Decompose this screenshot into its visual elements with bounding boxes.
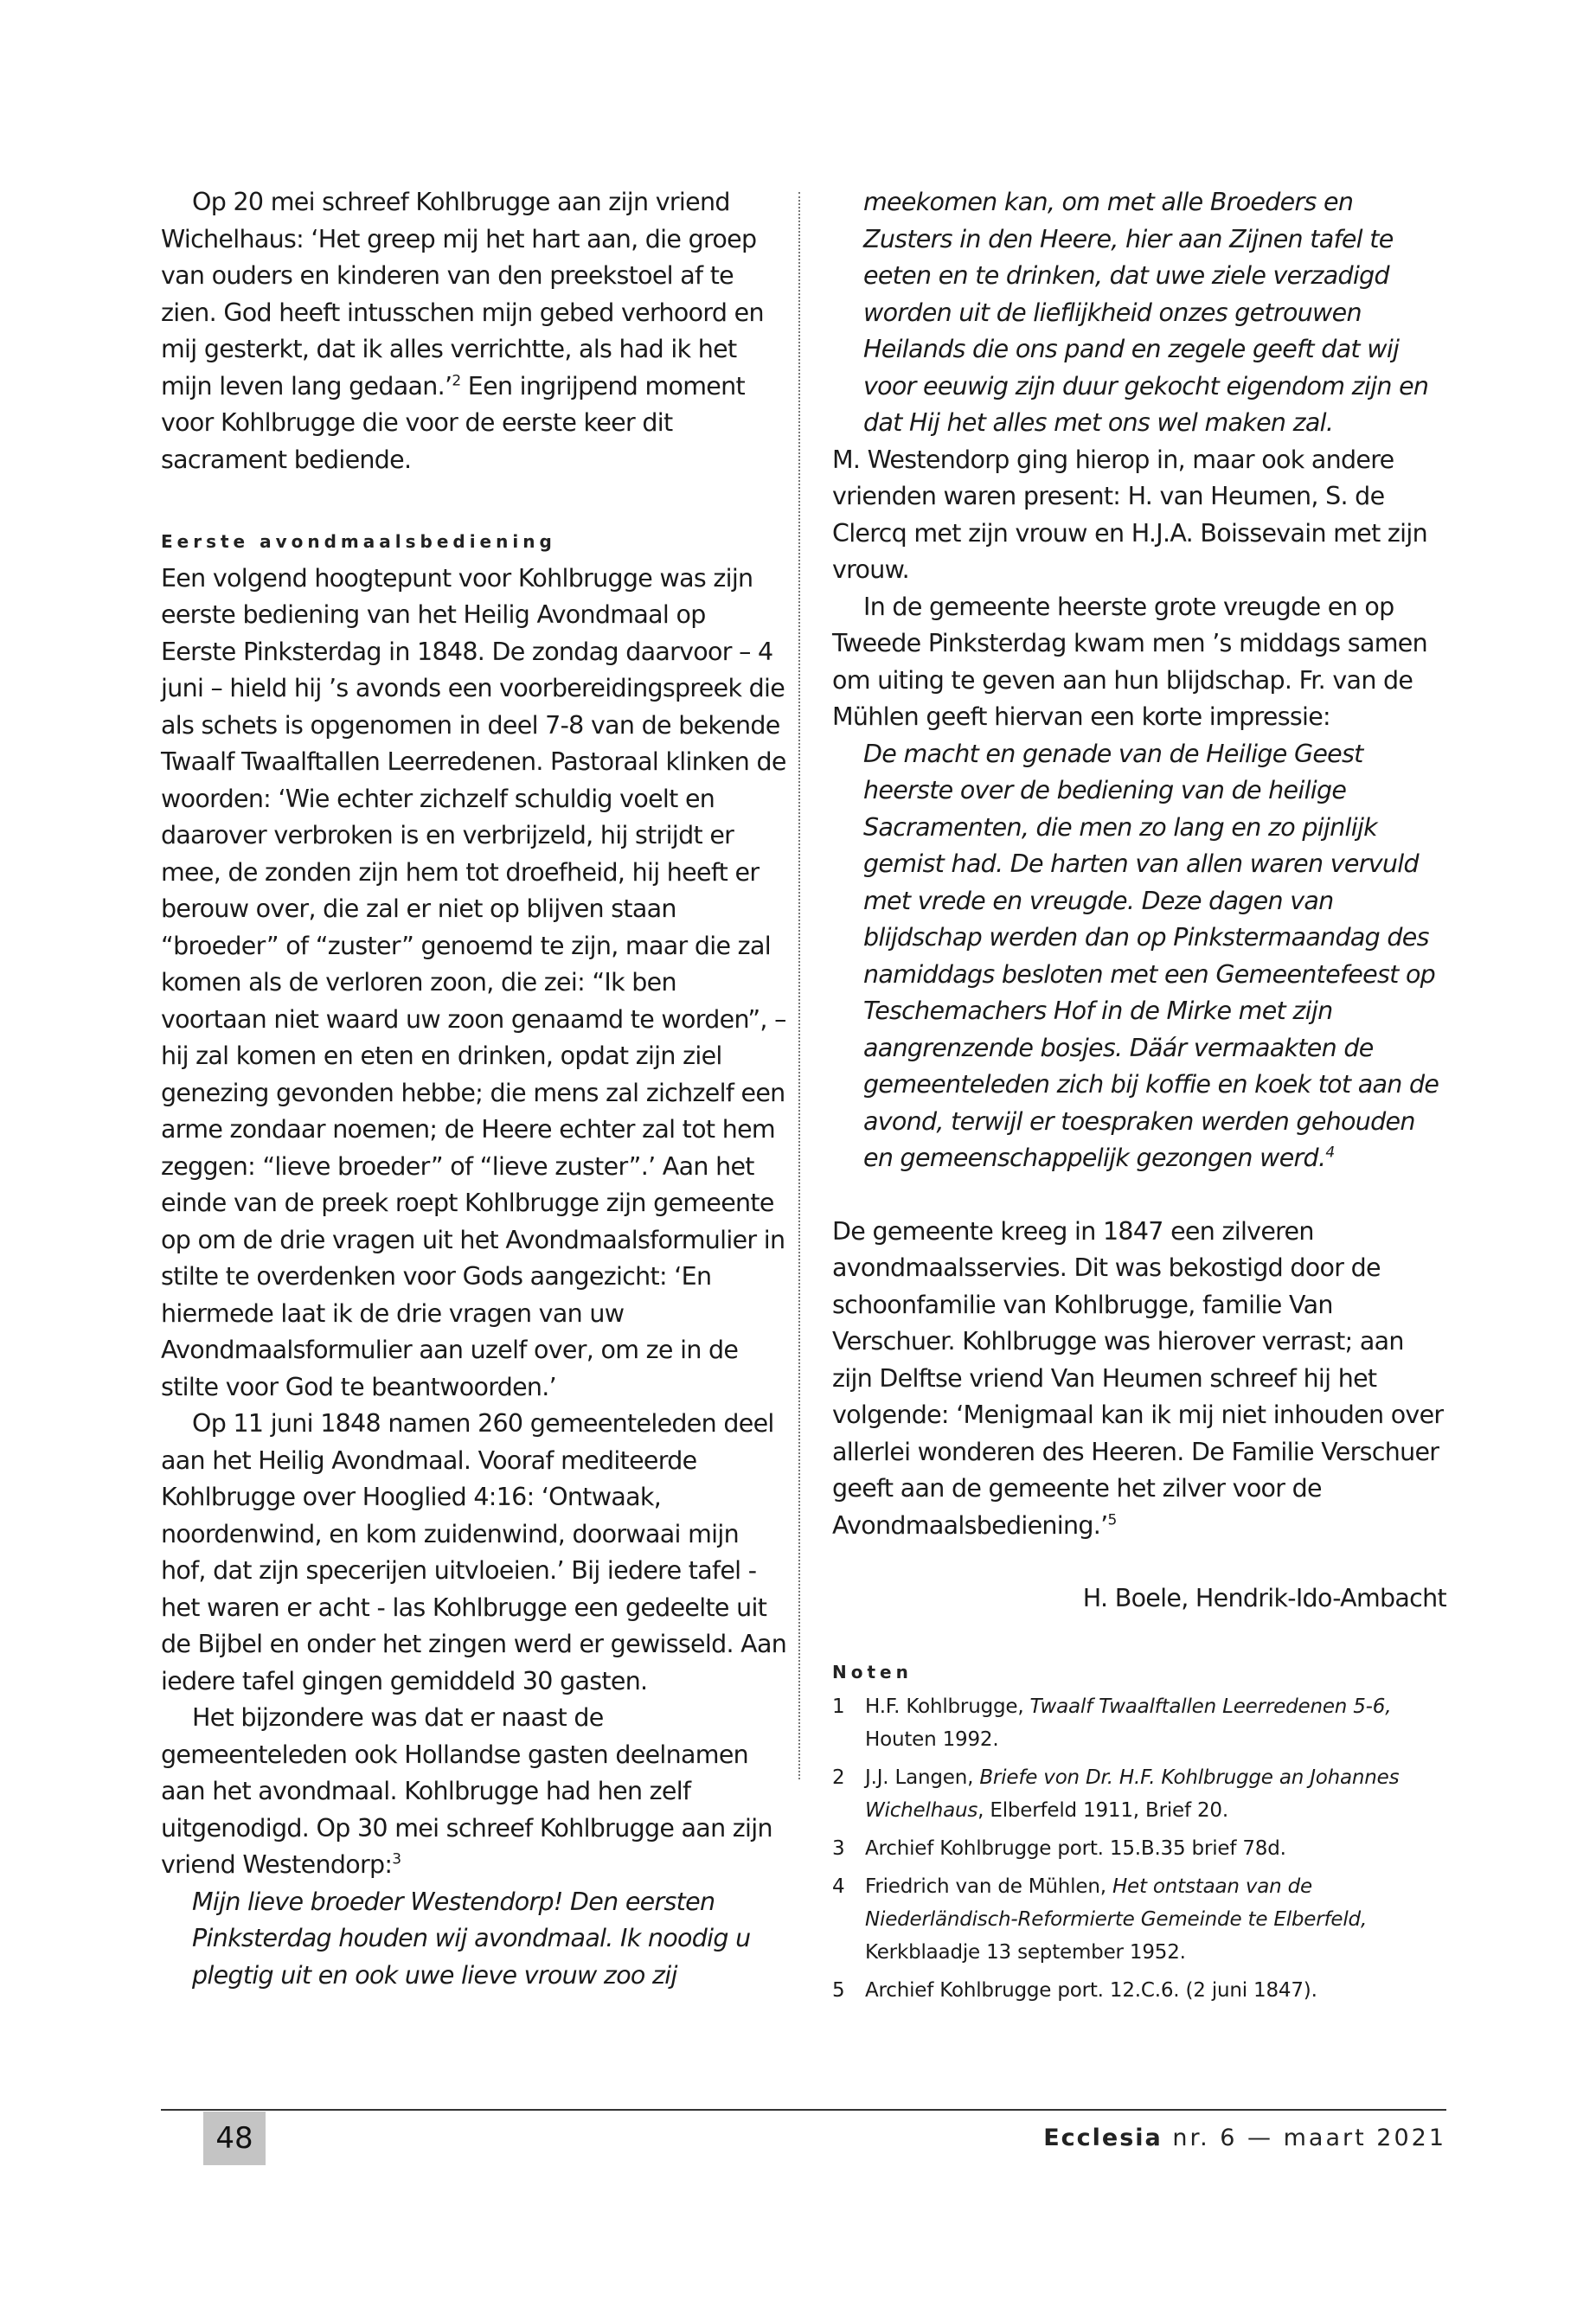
issue-label: nr. 6 — maart 2021 <box>1172 2125 1446 2151</box>
right-column <box>832 184 1446 2012</box>
note-item: 5 Archief Kohlbrugge port. 12.C.6. (2 juni 1847). <box>832 1978 1317 2002</box>
section-paragraph: Een volgend hoogtepunt voor Kohlbrugge was zijn eerste bediening van het Heilig Avondmaal op Eerste Pinksterdag in 1848. De zondag daarvoor – 4 juni – hield hij ’s avonds een voorbereidingspreek die als schets is opgenomen in deel 7-8 van de bekende Twaalf Twaalftallen Leerredenen. Pastoraal klinken de woorden: ‘Wie echter zichzelf schuldig voelt en daarover verbroken is en verbrijzeld, hij strijdt er mee, de zonden zijn hem tot droefheid, hij heeft er berouw over, die zal er niet op blijven staan “broeder” of “zuster” genoemd te zijn, maar die zal komen als de verloren zoon, die zei: “Ik ben voortaan niet waard uw zoon genaamd te worden”, – hij zal komen en eten en drinken, opdat zijn ziel genezing gevonden hebbe; die mens zal zichzelf een arme zondaar noemen; de Heere echter zal tot hem zeggen: “lieve broeder” of “lieve zuster”.’ Aan het einde van de preek roept Kohlbrugge zijn gemeente op om de drie vragen uit het Avondmaalsformulier in stilte te overdenken voor Gods aangezicht: ‘En hiermede laat ik de drie vragen van uw Avondmaalsformulier aan uzelf over, om ze in de stilte voor God te beantwoorden.’ <box>161 563 786 1401</box>
guests-paragraph: Het bijzondere was dat er naast de gemeenteleden ook Hollandse gasten deelnamen aan het avondmaal. Kohlbrugge had hen zelf uitgenodigd. Op 30 mei schreef Kohlbrugge aan zijn vriend Westendorp:$^3$ <box>161 1703 772 1879</box>
note-item: 2 J.J. Langen, Briefe von Dr. H.F. Kohlbrugge an Johannes Wichelhaus, Elberfeld 1911, Brief 20. <box>832 1766 1400 1822</box>
notes-list <box>832 1690 1446 2007</box>
footer-rule <box>161 2109 1446 2111</box>
footnote-ref: 5 <box>1107 1511 1117 1529</box>
note-item: 3 Archief Kohlbrugge port. 15.B.35 brief 78d. <box>832 1836 1286 1860</box>
note-item: 1 H.F. Kohlbrugge, Twaalf Twaalftallen Leerredenen 5-6, Houten 1992. <box>832 1695 1392 1751</box>
author-signature: H. Boele, Hendrik-Ido-Ambacht <box>1082 1584 1446 1612</box>
letter-quote-start: Mijn lieve broeder Westendorp! Den eersten Pinksterdag houden wij avondmaal. Ik noodig u plegtig uit en ook uwe lieve vrouw zoo zij <box>192 1887 751 1990</box>
column-divider <box>798 192 800 1779</box>
silver-paragraph: De gemeente kreeg in 1847 een zilveren avondmaalsservies. Dit was bekostigd door de schoonfamilie van Kohlbrugge, familie Van Verschuer. Kohlbrugge was hierover verrast; aan zijn Delftse vriend Van Heumen schreef hij het volgende: ‘Menigmaal kan ik mij niet inhouden over allerlei wonderen des Heeren. De Familie Verschuer geeft aan de gemeente het zilver voor de Avondmaalsbediening.’$^5$ <box>832 1216 1444 1540</box>
intro-paragraph: Op 20 mei schreef Kohlbrugge aan zijn vriend Wichelhaus: ‘Het greep mij het hart aan, die groep van ouders en kinderen van den preekstoel af te zien. God heeft intusschen mijn gebed verhoord en mij gesterkt, dat ik alles verrichtte, als had ik het mijn leven lang gedaan.’$^2$ Een ingrijpend moment voor Kohlbrugge die voor de eerste keer dit sacrament bediende. <box>161 188 764 474</box>
left-column <box>161 184 787 1994</box>
westendorp-paragraph: M. Westendorp ging hierop in, maar ook andere vrienden waren present: H. van Heumen, S. de Clercq met zijn vrouw en H.J.A. Boissevain met zijn vrouw. <box>832 445 1427 584</box>
footnote-ref: 3 <box>392 1850 401 1868</box>
notes-heading: Noten <box>832 1661 913 1682</box>
section-heading: Eerste avondmaalsbediening <box>161 531 556 552</box>
note-item: 4 Friedrich van de Mühlen, Het ontstaan van de Niederländisch-Reformierte Gemeinde te Elberfeld, Kerkblaadje 13 september 1952. <box>832 1875 1368 1964</box>
impression-quote: De macht en genade van de Heilige Geest heerste over de bediening van de heilige Sacramenten, die men zo lang en zo pijnlijk gemist had. De harten van allen waren vervuld met vrede en vreugde. Deze dagen van blijdschap werden dan op Pinkstermaandag des namiddags besloten met een Gemeentefeest op Teschemachers Hof in de Mirke met zijn aangrenzende bosjes. Däár vermaakten de gemeenteleden zich bij koffie en koek tot aan de avond, terwijl er toespraken werden gehouden en gemeenschappelijk gezongen werd.$^4$ <box>863 739 1439 1172</box>
footnote-ref: 4 <box>1325 1144 1335 1162</box>
footer-issue-info <box>1043 2114 1446 2163</box>
june-paragraph: Op 11 juni 1848 namen 260 gemeenteleden deel aan het Heilig Avondmaal. Vooraf mediteerde Kohlbrugge over Hooglied 4:16: ‘Ontwaak, noordenwind, en kom zuidenwind, doorwaai mijn hof, dat zijn specerijen uitvloeien.’ Bij iedere tafel - het waren er acht - las Kohlbrugge een gedeelte uit de Bijbel en onder het zingen werd er gewisseld. Aan iedere tafel gingen gemiddeld 30 gasten. <box>161 1409 787 1695</box>
joy-paragraph: In de gemeente heerste grote vreugde en op Tweede Pinksterdag kwam men ’s middags samen om uiting te geven aan hun blijdschap. Fr. van de Mühlen geeft hiervan een korte impressie: <box>832 592 1427 731</box>
page-number: 48 <box>203 2112 266 2165</box>
letter-quote-end: meekomen kan, om met alle Broeders en Zusters in den Heere, hier aan Zijnen tafel te eeten en te drinken, dat uwe ziele verzadigd worden uit de lieflijkheid onzes getrouwen Heilands die ons pand en zegele geeft dat wij voor eeuwig zijn duur gekocht eigendom zijn en dat Hij het alles met ons wel maken zal. <box>863 188 1429 437</box>
footnote-ref: 2 <box>452 372 461 389</box>
magazine-name: Ecclesia <box>1043 2125 1163 2151</box>
